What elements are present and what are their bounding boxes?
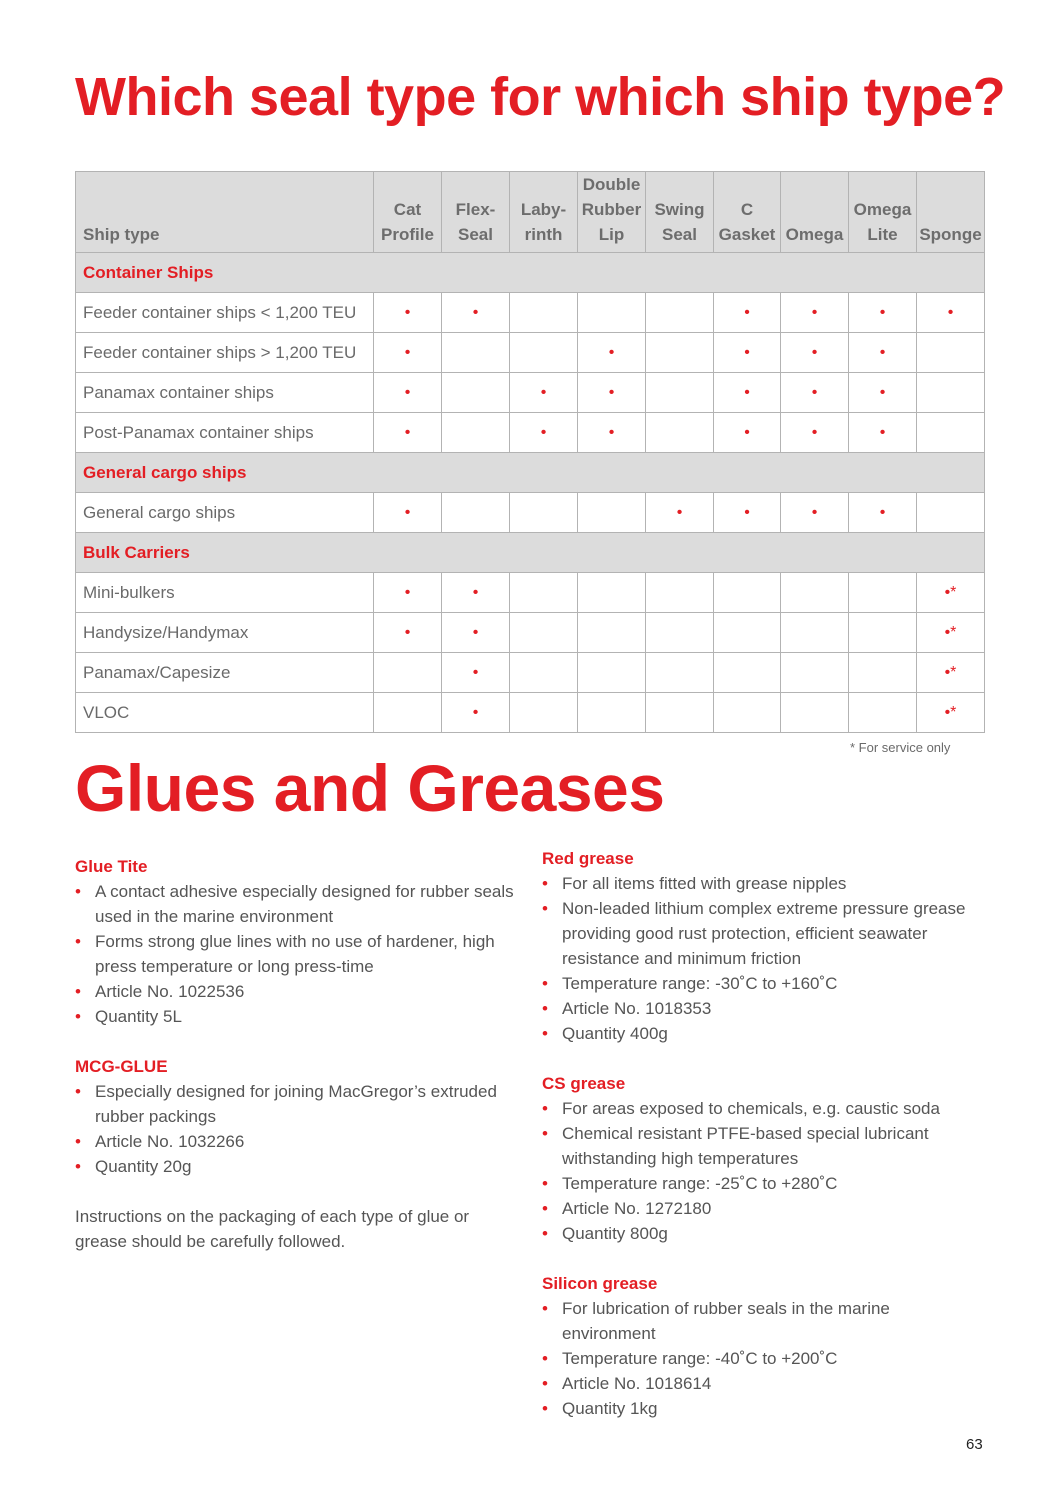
seal-mark-cell [442, 333, 510, 373]
column-header-line: Omega [785, 225, 844, 244]
table-row [76, 293, 985, 333]
ship-type-cell: Feeder container ships > 1,200 TEU [76, 333, 374, 373]
column-header-line: C [740, 200, 754, 219]
seal-mark-cell: • [781, 293, 849, 333]
product-block [75, 1054, 515, 1179]
column-header [917, 172, 985, 253]
left-column [75, 854, 515, 1254]
seal-mark-cell [646, 613, 714, 653]
list-item: • Chemical resistant PTFE-based special lubricant withstanding high temperatures [542, 1121, 987, 1171]
product-name: MCG-GLUE [75, 1057, 168, 1076]
seal-mark-cell [510, 493, 578, 533]
ship-type-cell: Feeder container ships < 1,200 TEU [76, 293, 374, 333]
column-header [442, 172, 510, 253]
instructions-note: Instructions on the packaging of each type of glue or grease should be carefully followed. [75, 1207, 470, 1251]
seal-mark-cell [917, 413, 985, 453]
list-item: • Especially designed for joining MacGregor’s extruded rubber packings [75, 1079, 515, 1129]
column-header-line: Double [582, 175, 641, 194]
seal-mark-cell [442, 373, 510, 413]
table-row [76, 413, 985, 453]
list-item: • Quantity 400g [542, 1021, 987, 1046]
seal-mark-cell: • [849, 293, 917, 333]
product-block [542, 1071, 987, 1246]
seal-mark-cell: • [442, 293, 510, 333]
product-name: Glue Tite [75, 857, 148, 876]
seal-mark-cell [578, 693, 646, 733]
column-header-line: Seal [458, 225, 493, 244]
seal-mark-cell [510, 613, 578, 653]
column-header [374, 172, 442, 253]
seal-mark-cell [442, 493, 510, 533]
column-header-line: Omega [853, 200, 912, 219]
seal-mark-cell: • [917, 293, 985, 333]
seal-mark-cell: • [646, 493, 714, 533]
ship-type-cell: General cargo ships [76, 493, 374, 533]
right-column [542, 846, 987, 1446]
seal-mark-cell [646, 293, 714, 333]
section-label: General cargo ships [76, 453, 985, 493]
column-header-line: Seal [662, 225, 697, 244]
section-row [76, 533, 985, 573]
seal-mark-cell: •* [917, 613, 985, 653]
seal-mark-cell [781, 693, 849, 733]
page-title: Which seal type for which ship type? [75, 67, 1006, 127]
product-block [75, 854, 515, 1029]
seal-mark-cell: • [781, 373, 849, 413]
seal-mark-cell [714, 653, 781, 693]
seal-mark-cell [849, 573, 917, 613]
seal-mark-cell: • [849, 373, 917, 413]
seal-mark-cell [646, 573, 714, 613]
seal-mark-cell: • [781, 413, 849, 453]
ship-type-cell: Handysize/Handymax [76, 613, 374, 653]
seal-mark-cell: • [849, 413, 917, 453]
column-header-line: Profile [381, 225, 434, 244]
column-header [714, 172, 781, 253]
seal-mark-cell [714, 693, 781, 733]
seal-mark-cell: •* [917, 693, 985, 733]
column-header-line: Rubber [581, 200, 642, 219]
seal-mark-cell: • [781, 493, 849, 533]
seal-mark-cell [646, 653, 714, 693]
seal-mark-cell: • [510, 413, 578, 453]
seal-mark-cell [646, 373, 714, 413]
list-item: • Quantity 1kg [542, 1396, 987, 1421]
seal-mark-cell: • [578, 413, 646, 453]
column-header-line: Cat [393, 200, 422, 219]
left-product-list [75, 854, 515, 1179]
ship-type-cell: Post-Panamax container ships [76, 413, 374, 453]
section-title: Glues and Greases [75, 751, 665, 825]
list-item: • Temperature range: -40˚C to +200˚C [542, 1346, 987, 1371]
table-row [76, 573, 985, 613]
seal-mark-cell [646, 693, 714, 733]
seal-mark-cell: • [510, 373, 578, 413]
column-header [646, 172, 714, 253]
seal-mark-cell [714, 573, 781, 613]
seal-mark-cell [917, 373, 985, 413]
table-row [76, 333, 985, 373]
seal-mark-cell [781, 613, 849, 653]
list-item: • A contact adhesive especially designed for rubber seals used in the marine environment [75, 879, 515, 929]
table-body [76, 253, 985, 733]
list-item: • Article No. 1018353 [542, 996, 987, 1021]
table-row [76, 493, 985, 533]
seal-mark-cell [578, 293, 646, 333]
seal-type-table [75, 171, 985, 733]
bullet-list [542, 1096, 987, 1246]
list-item: • Article No. 1022536 [75, 979, 515, 1004]
seal-mark-cell: • [578, 333, 646, 373]
seal-mark-cell [442, 413, 510, 453]
seal-mark-cell: • [781, 333, 849, 373]
table-row [76, 653, 985, 693]
seal-mark-cell [917, 493, 985, 533]
table-footnote: * For service only [850, 740, 951, 755]
seal-mark-cell [510, 293, 578, 333]
table-header-row [76, 172, 985, 253]
seal-mark-cell: • [714, 333, 781, 373]
list-item: • Non-leaded lithium complex extreme pressure grease providing good rust protection, efficient seawater resistance and minimum friction [542, 896, 987, 971]
list-item: • Quantity 20g [75, 1154, 515, 1179]
seal-mark-cell [578, 493, 646, 533]
page-number: 63 [966, 1436, 983, 1453]
product-name: Red grease [542, 849, 634, 868]
product-name: Silicon grease [542, 1274, 658, 1293]
seal-mark-cell: • [849, 333, 917, 373]
column-header [76, 172, 374, 253]
table-row [76, 613, 985, 653]
section-label: Container Ships [76, 253, 985, 293]
seal-mark-cell [849, 653, 917, 693]
list-item: • For all items fitted with grease nipples [542, 871, 987, 896]
list-item: • For areas exposed to chemicals, e.g. caustic soda [542, 1096, 987, 1121]
list-item: • Temperature range: -25˚C to +280˚C [542, 1171, 987, 1196]
list-item: • Forms strong glue lines with no use of hardener, high press temperature or long press-time [75, 929, 515, 979]
seal-mark-cell [849, 613, 917, 653]
product-block [542, 1271, 987, 1421]
column-header [578, 172, 646, 253]
seal-mark-cell [578, 653, 646, 693]
seal-mark-cell: • [374, 373, 442, 413]
list-item: • Article No. 1018614 [542, 1371, 987, 1396]
list-item: • Quantity 5L [75, 1004, 515, 1029]
seal-mark-cell [374, 653, 442, 693]
seal-mark-cell [646, 333, 714, 373]
seal-mark-cell [849, 693, 917, 733]
column-header-line: Lip [598, 225, 625, 244]
seal-mark-cell: • [849, 493, 917, 533]
column-header-line: Flex- [455, 200, 496, 219]
seal-mark-cell [781, 653, 849, 693]
list-item: • For lubrication of rubber seals in the marine environment [542, 1296, 987, 1346]
section-row [76, 253, 985, 293]
column-header [781, 172, 849, 253]
column-header-line: Lite [867, 225, 898, 244]
column-header-line: Laby- [520, 200, 567, 219]
seal-mark-cell: • [374, 493, 442, 533]
seal-mark-cell [510, 653, 578, 693]
ship-type-cell: VLOC [76, 693, 374, 733]
column-header-line: Sponge [919, 225, 982, 244]
seal-mark-cell: • [442, 693, 510, 733]
table-row [76, 693, 985, 733]
seal-mark-cell: • [374, 333, 442, 373]
seal-mark-cell [578, 573, 646, 613]
seal-mark-cell [510, 333, 578, 373]
seal-mark-cell [510, 693, 578, 733]
right-product-list [542, 846, 987, 1421]
column-header-line: Gasket [718, 225, 776, 244]
seal-mark-cell: • [442, 613, 510, 653]
column-header-line: Ship type [83, 225, 160, 244]
seal-mark-cell [917, 333, 985, 373]
ship-type-cell: Panamax container ships [76, 373, 374, 413]
ship-type-cell: Panamax/Capesize [76, 653, 374, 693]
seal-mark-cell: • [374, 293, 442, 333]
table-row [76, 373, 985, 413]
seal-mark-cell: • [374, 413, 442, 453]
product-block [542, 846, 987, 1046]
seal-mark-cell: • [714, 493, 781, 533]
list-item: • Quantity 800g [542, 1221, 987, 1246]
column-header [510, 172, 578, 253]
column-header-line: Swing [654, 200, 705, 219]
seal-mark-cell: • [442, 653, 510, 693]
list-item: • Article No. 1272180 [542, 1196, 987, 1221]
seal-mark-cell: • [714, 373, 781, 413]
seal-mark-cell [646, 413, 714, 453]
seal-mark-cell [578, 613, 646, 653]
section-row [76, 453, 985, 493]
list-item: • Temperature range: -30˚C to +160˚C [542, 971, 987, 996]
list-item: • Article No. 1032266 [75, 1129, 515, 1154]
column-header-line: rinth [524, 225, 563, 244]
seal-mark-cell: • [374, 573, 442, 613]
seal-mark-cell: • [442, 573, 510, 613]
seal-mark-cell: • [714, 293, 781, 333]
product-name: CS grease [542, 1074, 626, 1093]
seal-mark-cell [510, 573, 578, 613]
bullet-list [75, 1079, 515, 1179]
seal-mark-cell: • [374, 613, 442, 653]
bullet-list [75, 879, 515, 1029]
seal-mark-cell [374, 693, 442, 733]
bullet-list [542, 1296, 987, 1421]
ship-type-cell: Mini-bulkers [76, 573, 374, 613]
section-label: Bulk Carriers [76, 533, 985, 573]
seal-mark-cell: •* [917, 573, 985, 613]
column-header [849, 172, 917, 253]
bullet-list [542, 871, 987, 1046]
seal-mark-cell: •* [917, 653, 985, 693]
seal-mark-cell [714, 613, 781, 653]
seal-mark-cell [781, 573, 849, 613]
seal-mark-cell: • [714, 413, 781, 453]
seal-mark-cell: • [578, 373, 646, 413]
